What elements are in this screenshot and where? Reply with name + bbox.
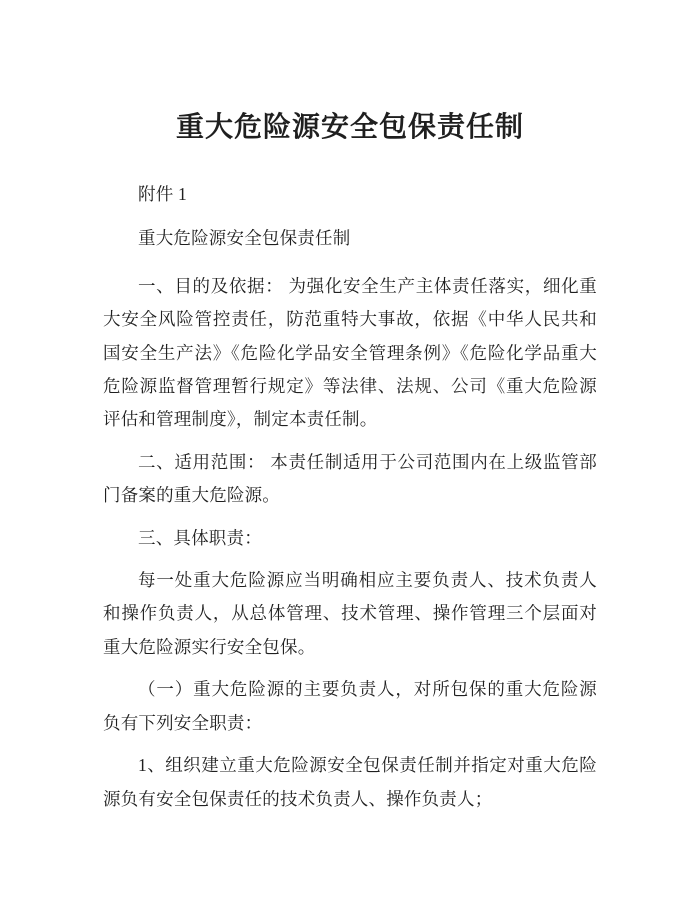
paragraph-duty-item-1: 1、组织建立重大危险源安全包保责任制并指定对重大危险源负有安全包保责任的技术负责人、操作负责人； [103,755,597,809]
paragraph-duties-overview: 每一处重大危险源应当明确相应主要负责人、技术负责人和操作负责人，从总体管理、技术管理、操作管理三个层面对重大危险源实行安全包保。 [103,570,597,657]
document-title: 重大危险源安全包保责任制 [175,112,524,143]
paragraph-scope: 二、适用范围： 本责任制适用于公司范围内在上级监管部门备案的重大危险源。 [103,451,597,506]
paragraph-purpose-basis: 一、目的及依据： 为强化安全生产主体责任落实，细化重大安全风险管控责任，防范重特大事故，依据《中华人民共和国安全生产法》《危险化学品安全管理条例》《危险化学品重大危险源监督管理暂行规定》等法律、法规、公司《重大危险源评估和管理制度》，制定本责任制。 [103,275,597,430]
paragraph-principal-duties-intro: （一）重大危险源的主要负责人，对所包保的重大危险源负有下列安全职责： [103,679,597,733]
attachment-label: 附件 1 [138,184,187,204]
paragraph-duties-heading: 三、具体职责： [138,527,262,548]
document-subtitle: 重大危险源安全包保责任制 [138,228,351,249]
